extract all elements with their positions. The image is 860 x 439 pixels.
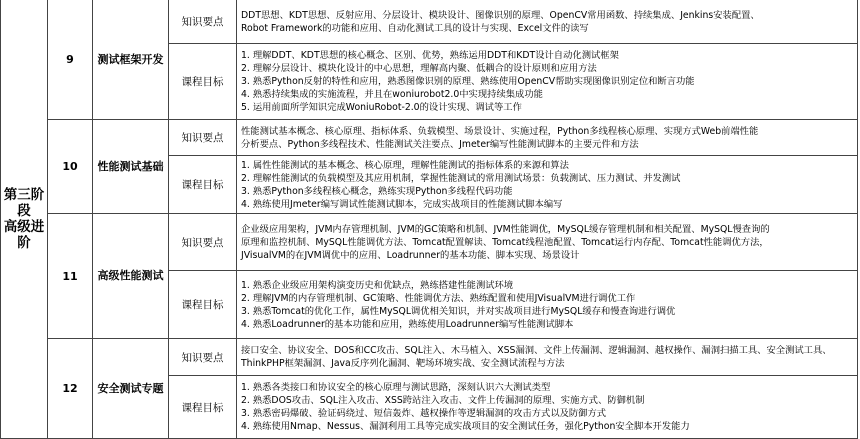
- knowledge-content: [237, 214, 858, 271]
- knowledge-line: 性能测试基本概念、核心原理、指标体系、负载模型、场景设计、实施过程，Python多线程核心原理、实现方式Web前端性能: [241, 125, 759, 137]
- knowledge-line: 接口安全、协议安全、DOS和CC攻击、SQL注入、木马植入、XSS漏洞、文件上传漏洞、逻辑漏洞、越权操作、漏洞扫描工具、安全测试工具、: [241, 345, 832, 356]
- goal-item: 3. 熟悉密码爆破、验证码绕过、短信轰炸、越权操作等逻辑漏洞的攻击方式以及防御方式: [241, 408, 607, 419]
- goal-content: [237, 376, 858, 439]
- goal-item: 5. 运用前面所学知识完成WoniuRobot-2.0的设计实现、调试等工作: [241, 102, 522, 113]
- knowledge-line: 分析要点、Python多线程技术、性能测试关注要点、Jmeter编写性能测试脚本的主要元件和方法: [241, 138, 639, 150]
- knowledge-line: Robot Framework的功能和应用、自动化测试工具的设计与实现、Excel文件的读写: [241, 22, 589, 34]
- module-row-10-knowledge: [1, 120, 858, 156]
- knowledge-label: 知识要点: [169, 214, 237, 271]
- module-name: 性能测试基础: [93, 120, 169, 214]
- module-row-12-knowledge: [1, 339, 858, 376]
- goal-label: 课程目标: [169, 376, 237, 439]
- module-number: 9: [48, 0, 93, 120]
- knowledge-line: JVisualVM的在JVM调优中的应用、Loadrunner的基本功能、脚本实现、场景设计: [241, 249, 580, 261]
- stage-title-line: 第三阶段: [3, 187, 45, 219]
- knowledge-content: [237, 120, 858, 156]
- knowledge-line: DDT思想、KDT思想、反射应用、分层设计、模块设计、图像识别的原理、OpenCV常用函数、持续集成、Jenkins安装配置、: [241, 9, 760, 21]
- goal-content: [237, 271, 858, 339]
- goal-item: 4. 熟练使用Nmap、Nessus、漏洞利用工具等完成实战项目的安全测试任务，强化Python安全脚本开发能力: [241, 421, 690, 432]
- goal-item: 1. 熟悉企业级应用架构演变历史和优缺点，熟练搭建性能测试环境: [241, 279, 514, 291]
- goal-item: 2. 理解性能测试的负载模型及其应用机制，掌握性能测试的常用测试场景：负载测试、压力测试、并发测试: [241, 172, 681, 184]
- goal-content: [237, 156, 858, 214]
- module-row-11-knowledge: [1, 214, 858, 271]
- goal-item: 3. 熟悉Tomcat的优化工作，属性MySQL调优相关知识，并对实战项目进行MySQL缓存和慢查询进行调优: [241, 305, 676, 317]
- goal-item: 4. 熟悉Loadrunner的基本功能和应用，熟练使用Loadrunner编写性能测试脚本: [241, 318, 574, 330]
- goal-item: 3. 熟悉Python反射的特性和应用，熟悉图像识别的原理、熟练使用OpenCV帮助实现图像识别定位和断言功能: [241, 76, 695, 87]
- goal-content: [237, 44, 858, 120]
- knowledge-label: 知识要点: [169, 339, 237, 376]
- stage-title-line: 高级进阶: [3, 219, 45, 251]
- module-name: 安全测试专题: [93, 339, 169, 439]
- module-row-9-knowledge: [1, 0, 858, 44]
- stage-cell: [1, 0, 48, 439]
- goal-item: 1. 熟悉各类接口和协议安全的核心原理与测试思路，深刻认识六大测试类型: [241, 382, 551, 393]
- knowledge-line: ThinkPHP框架漏洞、Java反序列化漏洞、靶场环境实战、安全测试流程与方法: [241, 358, 565, 369]
- knowledge-label: 知识要点: [169, 0, 237, 44]
- module-name: 高级性能测试: [93, 214, 169, 339]
- goal-item: 2. 熟悉DOS攻击、SQL注入攻击、XSS跨站注入攻击、文件上传漏洞的原理、实施方式、防御机制: [241, 395, 645, 406]
- knowledge-label: 知识要点: [169, 120, 237, 156]
- goal-item: 3. 熟悉Python多线程核心概念，熟练实现Python多线程代码功能: [241, 185, 513, 197]
- goal-item: 4. 熟练使用Jmeter编写调试性能测试脚本，完成实战项目的性能测试脚本编写: [241, 198, 563, 210]
- goal-label: 课程目标: [169, 271, 237, 339]
- goal-item: 1. 理解DDT、KDT思想的核心概念、区别、优势，熟练运用DDT和KDT设计自动化测试框架: [241, 50, 619, 61]
- stage-title: [1, 187, 47, 251]
- goal-item: 2. 理解JVM的内存管理机制、GC策略、性能调优方法、熟练配置和使用JVisualVM进行调优工作: [241, 292, 636, 304]
- module-number: 12: [48, 339, 93, 439]
- knowledge-line: 原理和监控机制、MySQL性能调优方法、Tomcat配置解读、Tomcat线程池配置、Tomcat运行内存配、Tomcat性能调优方法，: [241, 236, 769, 248]
- knowledge-content: [237, 0, 858, 44]
- goal-label: 课程目标: [169, 156, 237, 214]
- module-number: 11: [48, 214, 93, 339]
- goal-label: 课程目标: [169, 44, 237, 120]
- module-number: 10: [48, 120, 93, 214]
- goal-item: 4. 熟悉持续集成的实施流程，并且在woniurobot2.0中实现持续集成功能: [241, 89, 543, 100]
- knowledge-line: 企业级应用架构，JVM内存管理机制、JVM的GC策略和机制、JVM性能调优，MySQL缓存管理机制和相关配置、MySQL慢查询的: [241, 223, 770, 235]
- knowledge-content: [237, 339, 858, 376]
- goal-item: 1. 属性性能测试的基本概念、核心原理，理解性能测试的指标体系的来源和算法: [241, 159, 569, 171]
- module-name: 测试框架开发: [93, 0, 169, 120]
- goal-item: 2. 理解分层设计、模块化设计的中心思想，理解高内聚、低耦合的设计原则和应用方法: [241, 63, 597, 74]
